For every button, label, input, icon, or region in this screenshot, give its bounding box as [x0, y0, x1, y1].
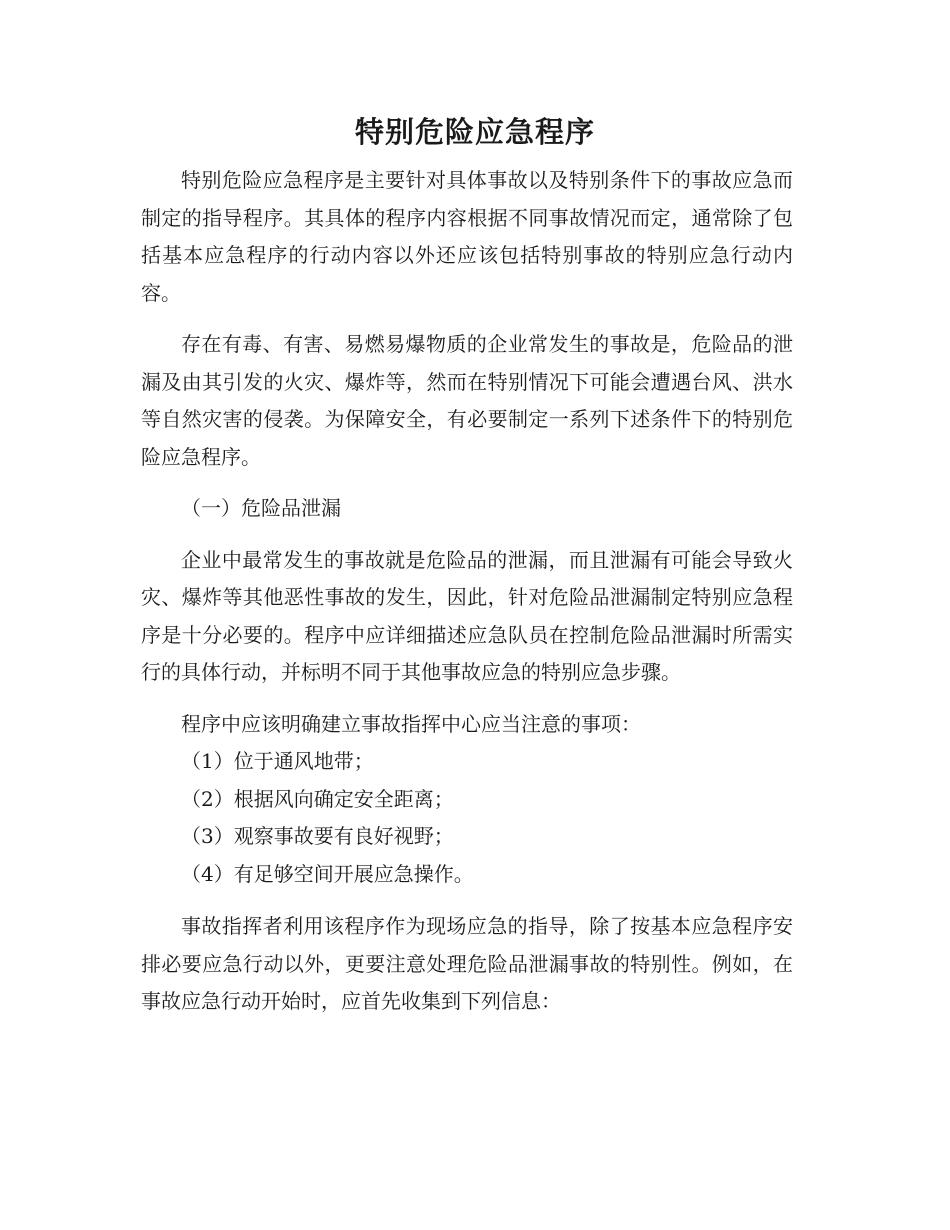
paragraph-leakage: 企业中最常发生的事故就是危险品的泄漏，而且泄漏有可能会导致火灾、爆炸等其他恶性事故的发生，因此，针对危险品泄漏制定特别应急程序是十分必要的。程序中应详细描述应急队员在控制危险品泄漏时所需实行的具体行动，并标明不同于其他事故应急的特别应急步骤。: [141, 547, 793, 684]
paragraph-hazards: 存在有毒、有害、易燃易爆物质的企业常发生的事故是，危险品的泄漏及由其引发的火灾、爆炸等，然而在特别情况下可能会遭遇台风、洪水等自然灾害的侵袭。为保障安全，有必要制定一系列下述条件下的特别危险应急程序。: [141, 332, 793, 469]
section-heading-leakage: （一）危险品泄漏: [181, 496, 341, 520]
paragraph-intro: 特别危险应急程序是主要针对具体事故以及特别条件下的事故应急而制定的指导程序。其具体的程序内容根据不同事故情况而定，通常除了包括基本应急程序的行动内容以外还应该包括特别事故的特别应急行动内容。: [141, 168, 793, 305]
list-item: （2）根据风向确定安全距离；: [181, 786, 454, 811]
list-item: （1）位于通风地带；: [181, 749, 374, 773]
list-item: （3）观察事故要有良好视野；: [181, 824, 454, 848]
list-item: （4）有足够空间开展应急操作。: [181, 861, 474, 886]
document-title: 特别危险应急程序: [354, 115, 595, 149]
paragraph-commander-guidance: 事故指挥者利用该程序作为现场应急的指导，除了按基本应急程序安排必要应急行动以外，更要注意处理危险品泄漏事故的特别性。例如，在事故应急行动开始时，应首先收集到下列信息：: [141, 914, 793, 1013]
paragraph-command-center: 程序中应该明确建立事故指挥中心应当注意的事项：: [181, 711, 641, 736]
document-body: [141, 162, 793, 1021]
